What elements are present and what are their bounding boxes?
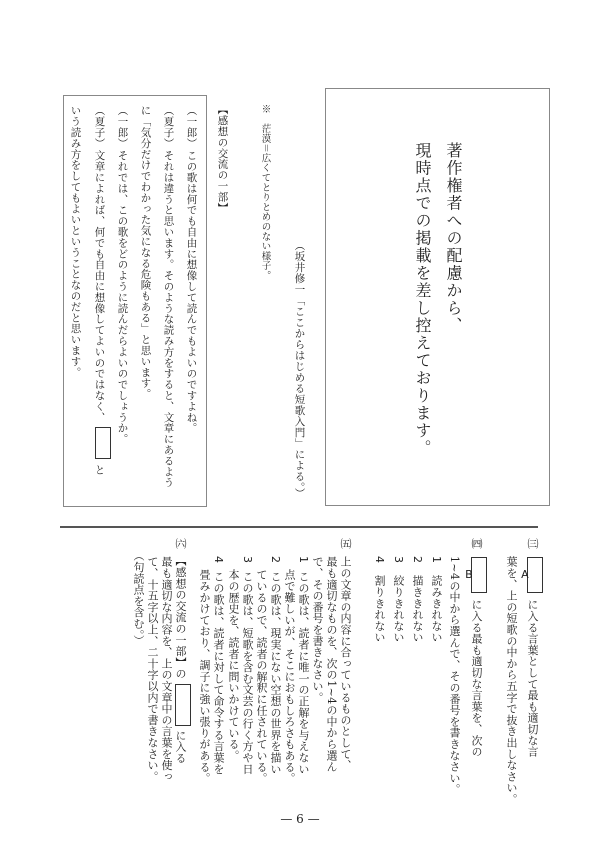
speaker-label: （夏子）: [162, 105, 175, 149]
discussion-line: それでは、この歌をどのように読んだらよいのでしょうか。: [116, 150, 129, 445]
source-citation: （坂井修一「ここからはじめる短歌入門」による。）: [293, 240, 306, 499]
discussion-line: いう読み方をしてもよいということなのだと思います。: [69, 105, 82, 378]
question-6-text: 最も適切な内容を、上の文章中の言葉を使っ: [160, 556, 173, 782]
option-number: 1: [297, 556, 310, 563]
option-number: 1: [430, 556, 443, 563]
blank-a-label: A: [521, 568, 529, 582]
question-5-text: 最も適切なものを、次の1~4の中から選ん: [325, 556, 338, 773]
discussion-line: それは違うと思います。そのような読み方をすると、文章にあるよう: [162, 150, 175, 488]
option-text: 読みきれない: [430, 575, 443, 643]
blank-a: [521, 557, 543, 593]
option-number: 3: [241, 556, 254, 563]
question-4-label: ㈣: [470, 538, 483, 550]
question-6-text: て、十五字以上、二十字以内で書きなさい。: [146, 556, 159, 782]
question-6-label: ㈥: [174, 538, 187, 550]
option-text: 点で難しいが、そこにおもしろさもある。: [283, 569, 296, 784]
speaker-label: （一郎）: [185, 105, 198, 149]
section-divider: [60, 526, 538, 528]
footnote: ※ 茫漠＝広くてとりとめのない様子。: [259, 104, 271, 281]
blank-b-label: B: [465, 568, 473, 582]
option-text: この歌は、現実にない空想の世界を描い: [269, 571, 282, 775]
copyright-notice-box: [325, 88, 550, 506]
option-text: 絞りきれない: [392, 575, 405, 643]
question-5-text: 上の文章の内容に合っているものとして、: [339, 556, 352, 771]
option-text: 割りきれない: [373, 575, 386, 643]
discussion-heading: 【感想の交流の一部】: [216, 104, 229, 213]
speaker-label: （一郎）: [116, 105, 129, 149]
option-text: 畳みかけており、調子に強い張りがある。: [198, 569, 211, 784]
discussion-line: [94, 150, 111, 475]
option-text: 描ききれない: [411, 575, 424, 643]
question-3-text-cont: 葉を、上の短歌の中から五字で抜き出しなさい。: [505, 556, 518, 805]
question-4-text: に入る最も適切な言葉を、次の: [470, 599, 483, 758]
option-number: 4: [212, 556, 225, 563]
question-3-text: に入る言葉として最も適切な言: [526, 599, 539, 758]
option-text: 本の歴史を、読者に問いかけている。: [227, 569, 240, 762]
option-number: 4: [373, 556, 386, 563]
question-6-text: 【感想の交流の一部】の: [174, 555, 187, 680]
option-number: 2: [411, 556, 424, 563]
option-text: ているので、読者の解釈に任されている。: [255, 569, 268, 784]
blank-b: [465, 557, 487, 593]
question-6: [175, 538, 191, 764]
discussion-line: に「気分だけでわかった気になる危険もある」と思います。: [139, 105, 152, 400]
question-4: [465, 538, 487, 758]
copyright-notice-line1: 著作権者への配慮から、: [444, 142, 463, 335]
answer-blank-ref: [175, 684, 191, 726]
question-3-label: ㈢: [526, 538, 539, 550]
question-3: [521, 538, 543, 758]
question-6-text: に入る: [174, 729, 187, 764]
discussion-line-text: 文章によれば、何でも自由に想像してよいのではなく、: [93, 150, 106, 423]
option-number: 3: [392, 556, 405, 563]
discussion-line: この歌は何でも自由に想像して読んでもよいのですよね。: [185, 150, 198, 434]
discussion-line-tail: と: [93, 464, 106, 476]
answer-blank: [95, 427, 111, 459]
speaker-label: （夏子）: [93, 105, 106, 149]
option-text: この歌は、読者に唯一の正解を与えない: [297, 571, 310, 775]
option-text: この歌は、短歌を含む文芸の行く方や日: [241, 571, 254, 775]
question-4-text-cont: 1~4の中から選んで、その番号を書きなさい。: [448, 556, 461, 795]
question-5-label: ㈤: [339, 538, 352, 550]
option-number: 2: [269, 556, 282, 563]
option-text: この歌は、読者に対して命令する言葉を: [212, 571, 225, 775]
question-5-text: で、その番号を書きなさい。: [311, 556, 324, 703]
page-number: — 6 —: [280, 812, 320, 826]
copyright-notice-line2: 現時点での掲載を差し控えております。: [413, 142, 432, 457]
question-6-note: （句読点を含む。）: [132, 550, 145, 647]
